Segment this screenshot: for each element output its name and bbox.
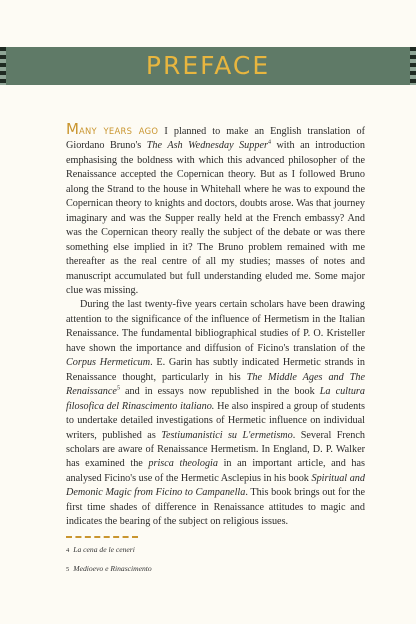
book-title: Testiumanistici su L'ermetismo	[161, 429, 293, 441]
footnote-text: La cena de le ceneri	[73, 545, 135, 554]
body-text	[66, 120, 366, 530]
book-title: The Ash Wednesday Supper	[146, 140, 268, 152]
footnote-divider	[66, 536, 138, 538]
opening-small-caps: ANY YEARS AGO	[78, 126, 159, 136]
footnote-text: Medioevo e Rinascimento	[73, 564, 152, 573]
footnote-ref[interactable]: 4	[267, 140, 271, 147]
footnote-item	[66, 544, 366, 557]
chapter-title: PREFACE	[145, 51, 271, 80]
text-run: . E. Garin has subtly indicated Hermetic strands in Renaissance thought, particularly in his	[66, 357, 365, 383]
text-run: and in essays now republished in the book	[119, 386, 320, 398]
text-run: I planned to make an English translation of Giordano Bruno's	[66, 126, 365, 152]
book-title: Spiritual and Demonic Magic from Ficino to Campanella	[66, 472, 365, 499]
text-run: with an introduction emphasising the boldness with which this advanced philosopher of the Renaissance accepted the Copernican theory. But as I followed Bruno along the Strand to the house in Whitehall where he was to expound the Copernican theory to knights and doctors, doubts arose. Was that journey imaginary and was the Supper really held at the French embassy? And was the Copernican theory really the subject of the debate or was there something else implied in it? The Bruno problem remained with me thereafter as the real centre of all my studies; masses of notes and manuscript accumulated but full understanding eluded me. Some major clue was missing.	[66, 140, 365, 296]
paragraph-1	[66, 120, 365, 298]
book-title: The Middle Ages and The Renaissance	[66, 371, 365, 398]
footnotes	[66, 544, 366, 582]
book-title: Corpus Hermeticum	[66, 357, 151, 369]
text-run: . Several French scholars are aware of Renaissance Hermetism. In England, D. P. Walker has examined the	[66, 429, 365, 470]
text-run: During the last twenty-five years certain scholars have been drawing attention to the significance of the influence of Hermetism in the Italian Renaissance. The fundamental bibliographical studies of P. O. Kristeller have shown the importance and diffusion of Ficino's translation of the	[66, 299, 365, 354]
footnote-number: 5	[66, 566, 70, 573]
text-run: in an important article, and has analysed Ficino's use of the Hermetic Asclepius in his book	[66, 458, 366, 484]
term: prisca theologia	[148, 458, 218, 470]
paragraph-2	[66, 298, 365, 529]
text-run: . This book brings out for the first time shades of difference in Renaissance attitudes to magic and indicates the bearing of the subject on religious issues.	[66, 487, 365, 528]
text-run: He also inspired a group of students to undertake detailed investigations of Hermetic influence on individual writers, published as	[66, 400, 365, 441]
banner-right-ornament	[410, 47, 416, 85]
footnote-item	[66, 563, 366, 576]
drop-cap: M	[66, 120, 79, 138]
footnote-number: 4	[66, 547, 70, 554]
chapter-banner	[0, 47, 416, 85]
footnote-ref[interactable]: 5	[116, 385, 120, 392]
book-title: La cultura filosofica del Rinascimento italiano.	[66, 386, 365, 412]
